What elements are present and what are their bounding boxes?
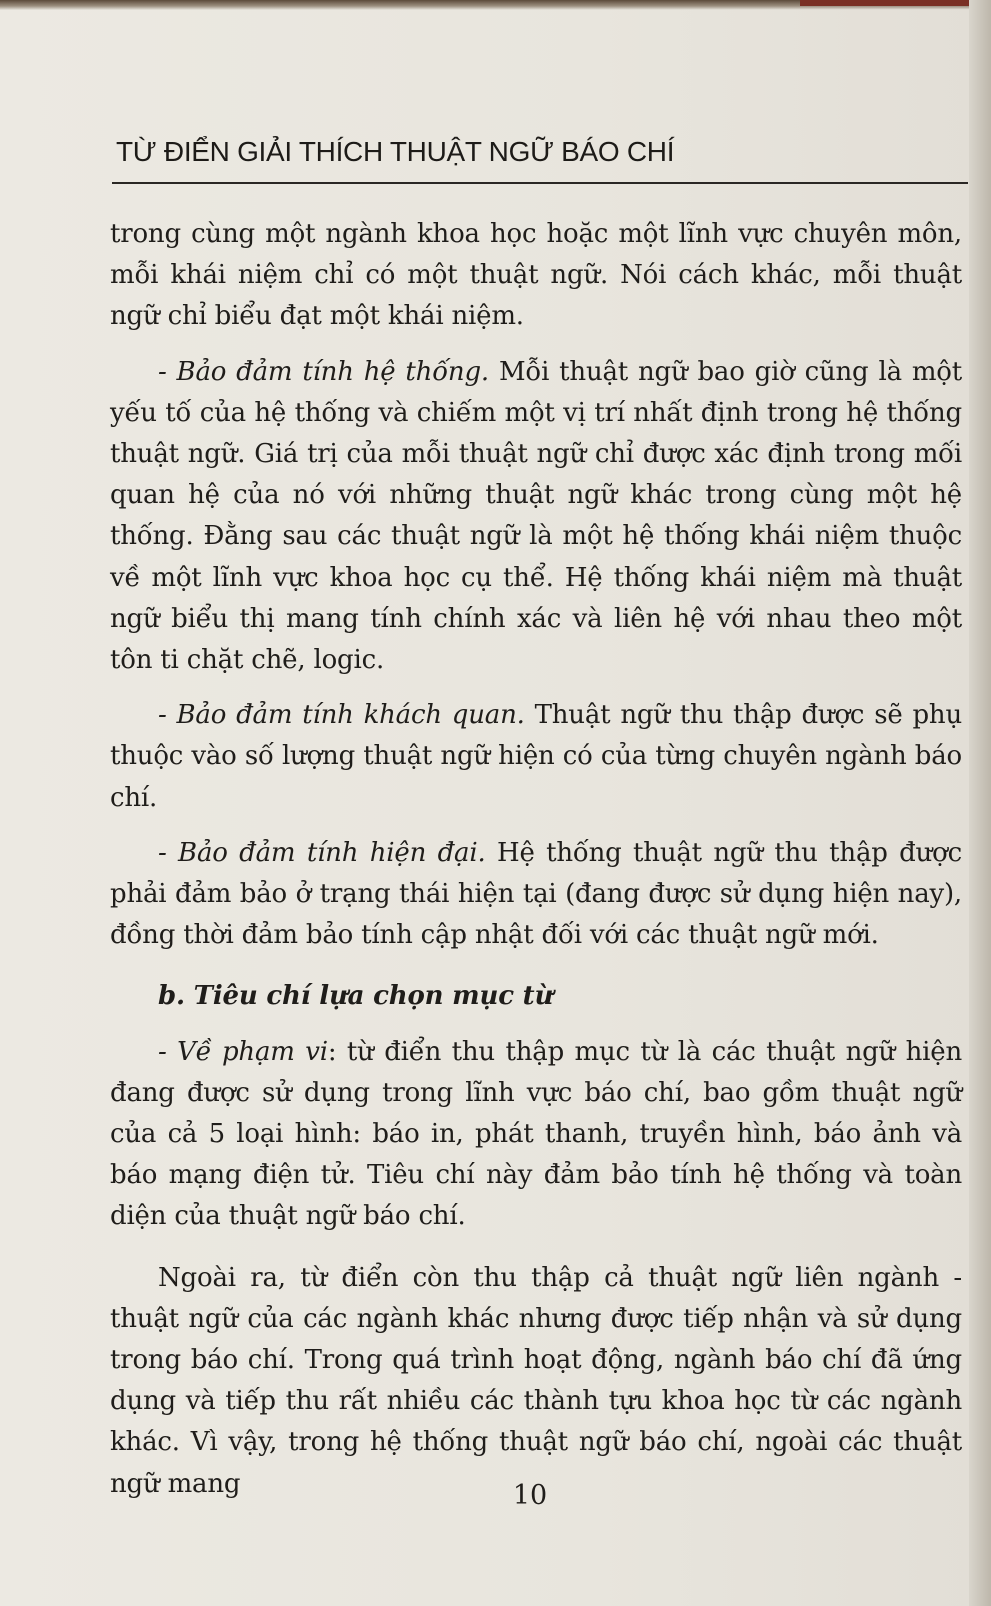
paragraph-scope <box>110 1032 962 1238</box>
book-cover-edge <box>0 0 991 10</box>
page-number: 10 <box>512 1480 548 1511</box>
paragraph-scope-text: : từ điển thu thập mục từ là các thuật ngữ hiện đang được sử dụng trong lĩnh vực báo chí, bao gồm thuật ngữ của cả 5 loại hình: báo in, phát thanh, truyền hình, báo ảnh và báo mạng điện tử. Tiêu chí này đảm bảo tính hệ thống và toàn diện của thuật ngữ báo chí. <box>110 1036 963 1232</box>
paragraph-continuation: trong cùng một ngành khoa học hoặc một lĩnh vực chuyên môn, mỗi khái niệm chỉ có một thuật ngữ. Nói cách khác, mỗi thuật ngữ chỉ biểu đạt một khái niệm. <box>110 219 962 332</box>
paragraph-interdisciplinary: Ngoài ra, từ điển còn thu thập cả thuật ngữ liên ngành - thuật ngữ của các ngành khác nhưng được tiếp nhận và sử dụng trong báo chí. Trong quá trình hoạt động, ngành báo chí đã ứng dụng và tiếp thu rất nhiều các thành tựu khoa học từ các ngành khác. Vì vậy, trong hệ thống thuật ngữ báo chí, ngoài các thuật ngữ mang <box>110 1262 962 1499</box>
cover-red-band <box>800 0 991 6</box>
section-subheading: b. Tiêu chí lựa chọn mục từ <box>158 981 554 1012</box>
paragraph-system-lead: - Bảo đảm tính hệ thống. <box>158 356 489 387</box>
paragraph-system-text: Mỗi thuật ngữ bao giờ cũng là một yếu tố của hệ thống và chiếm một vị trí nhất định trong hệ thống thuật ngữ. Giá trị của mỗi thuật ngữ chỉ được xác định trong mối quan hệ của nó với những thuật ngữ khác trong cùng một hệ thống. Đằng sau các thuật ngữ là một hệ thống khái niệm thuộc về một lĩnh vực khoa học cụ thể. Hệ thống khái niệm mà thuật ngữ biểu thị mang tính chính xác và liên hệ với nhau theo một tôn ti chặt chẽ, logic. <box>110 356 962 676</box>
body-text <box>110 214 962 1505</box>
paragraph-objective <box>110 695 962 819</box>
paragraph-objective-text: Thuật ngữ thu thập được sẽ phụ thuộc vào số lượng thuật ngữ hiện có của từng chuyên ngành báo chí. <box>110 700 962 813</box>
paragraph-objective-lead: - Bảo đảm tính khách quan. <box>158 700 525 731</box>
paragraph-scope-lead: - Về phạm vi <box>158 1036 328 1067</box>
running-header: TỪ ĐIỂN GIẢI THÍCH THUẬT NGỮ BÁO CHÍ <box>116 136 675 167</box>
page-gutter-shadow <box>969 0 991 1606</box>
paragraph-modern-lead: - Bảo đảm tính hiện đại. <box>158 837 486 868</box>
paragraph-modern <box>110 833 962 957</box>
header-rule <box>112 182 968 184</box>
paragraph-system <box>110 352 962 682</box>
paragraph-modern-text: Hệ thống thuật ngữ thu thập được phải đảm bảo ở trạng thái hiện tại (đang được sử dụng hiện nay), đồng thời đảm bảo tính cập nhật đối với các thuật ngữ mới. <box>110 837 962 951</box>
